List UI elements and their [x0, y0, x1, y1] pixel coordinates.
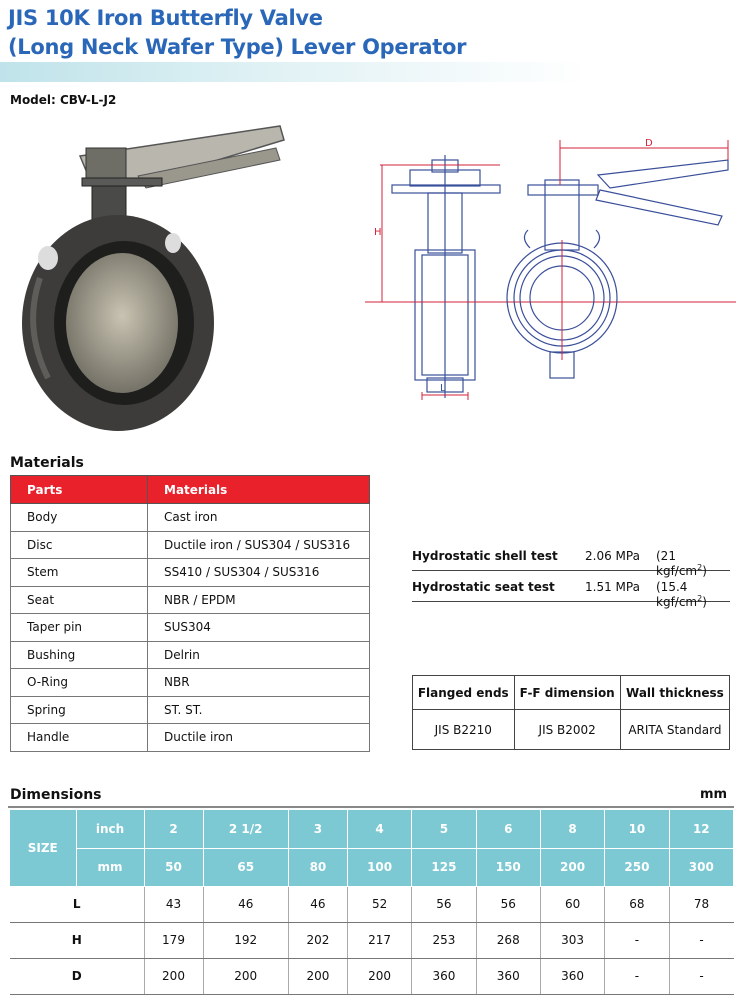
title-line-2: (Long Neck Wafer Type) Lever Operator	[8, 35, 467, 59]
dim-cell: -	[605, 922, 669, 958]
dimensions-inch-row	[10, 810, 734, 848]
table-row	[11, 586, 370, 614]
dim-cell: 60	[540, 886, 604, 922]
part-name: Bushing	[11, 641, 148, 669]
part-material: Ductile iron	[148, 724, 370, 752]
materials-col-parts: Parts	[11, 476, 148, 504]
inch-cell: 2	[144, 810, 203, 848]
mm-label: mm	[76, 848, 144, 886]
mm-cell: 80	[288, 848, 347, 886]
part-material: SS410 / SUS304 / SUS316	[148, 559, 370, 587]
part-material: NBR	[148, 669, 370, 697]
hydrostatic-tests	[412, 540, 730, 609]
dim-cell: 56	[412, 886, 476, 922]
title-line-1: JIS 10K Iron Butterfly Valve	[8, 6, 323, 30]
part-material: Delrin	[148, 641, 370, 669]
shell-test-row	[412, 540, 730, 578]
seat-test-kgf-text: (15.4 kgf/cm	[656, 580, 698, 609]
page-title	[8, 4, 466, 62]
drawing-label-d: D	[645, 138, 653, 149]
dim-cell: 179	[144, 922, 203, 958]
dim-cell: 200	[144, 958, 203, 994]
dim-cell: -	[605, 958, 669, 994]
inch-cell: 3	[288, 810, 347, 848]
dim-cell: 360	[412, 958, 476, 994]
dim-cell: 268	[476, 922, 540, 958]
dim-cell: 78	[669, 886, 733, 922]
shell-test-kgf-text: (21 kgf/cm	[656, 549, 698, 578]
part-material: SUS304	[148, 614, 370, 642]
mm-cell: 250	[605, 848, 669, 886]
dim-cell: 46	[288, 886, 347, 922]
drawing-label-l: L	[440, 383, 446, 394]
seat-test-kgf-close: )	[702, 595, 707, 609]
size-label: SIZE	[10, 810, 76, 886]
standards-table	[412, 675, 730, 750]
standards-header-row	[413, 676, 730, 710]
dim-cell: 202	[288, 922, 347, 958]
dim-cell: 200	[203, 958, 288, 994]
mm-cell: 100	[347, 848, 411, 886]
part-material: ST. ST.	[148, 696, 370, 724]
mm-cell: 50	[144, 848, 203, 886]
inch-cell: 10	[605, 810, 669, 848]
part-name: Stem	[11, 559, 148, 587]
dim-cell: 217	[347, 922, 411, 958]
mm-cell: 300	[669, 848, 733, 886]
drawing-label-h: H	[374, 227, 382, 238]
dim-row-label: D	[10, 958, 144, 994]
dimensions-unit: mm	[700, 787, 728, 802]
mm-cell: 65	[203, 848, 288, 886]
valve-photo	[18, 118, 298, 438]
dim-cell: 52	[347, 886, 411, 922]
inch-cell: 8	[540, 810, 604, 848]
table-row	[11, 614, 370, 642]
part-material: Ductile iron / SUS304 / SUS316	[148, 531, 370, 559]
table-row	[11, 669, 370, 697]
table-row	[11, 531, 370, 559]
standards-flanged-value: JIS B2210	[413, 710, 515, 750]
dim-row-label: L	[10, 886, 144, 922]
seat-test-value: 1.51 MPa	[585, 580, 640, 594]
inch-cell: 2 1/2	[203, 810, 288, 848]
dim-cell: 68	[605, 886, 669, 922]
table-row	[10, 922, 734, 958]
dim-cell: 46	[203, 886, 288, 922]
seat-test-kgf	[656, 580, 730, 609]
part-name: Disc	[11, 531, 148, 559]
table-row	[10, 958, 734, 994]
dim-cell: 200	[288, 958, 347, 994]
dim-cell: 192	[203, 922, 288, 958]
standards-wall-value: ARITA Standard	[620, 710, 729, 750]
table-row	[11, 724, 370, 752]
inch-cell: 12	[669, 810, 733, 848]
seat-test-kgf-sup: 2	[697, 594, 703, 603]
dim-cell: 56	[476, 886, 540, 922]
shell-test-kgf-close: )	[702, 564, 707, 578]
shell-test-value: 2.06 MPa	[585, 549, 640, 563]
dim-cell: -	[669, 958, 733, 994]
dim-cell: 253	[412, 922, 476, 958]
dim-cell: 303	[540, 922, 604, 958]
materials-col-materials: Materials	[148, 476, 370, 504]
inch-label: inch	[76, 810, 144, 848]
part-name: O-Ring	[11, 669, 148, 697]
table-row	[11, 559, 370, 587]
shell-test-kgf-sup: 2	[697, 563, 703, 572]
materials-table	[10, 475, 370, 752]
mm-cell: 200	[540, 848, 604, 886]
table-row	[11, 696, 370, 724]
standards-col-flanged: Flanged ends	[413, 676, 515, 710]
standards-col-ff: F-F dimension	[514, 676, 620, 710]
dim-cell: 360	[476, 958, 540, 994]
part-name: Handle	[11, 724, 148, 752]
inch-cell: 5	[412, 810, 476, 848]
part-name: Seat	[11, 586, 148, 614]
dim-cell: 200	[347, 958, 411, 994]
model-number: Model: CBV-L-J2	[10, 93, 117, 107]
part-material: NBR / EPDM	[148, 586, 370, 614]
dim-cell: 43	[144, 886, 203, 922]
valve-technical-drawing	[360, 130, 736, 415]
dim-row-label: H	[10, 922, 144, 958]
dimensions-table	[10, 810, 734, 995]
dimensions-mm-row	[10, 848, 734, 886]
inch-cell: 4	[347, 810, 411, 848]
part-name: Spring	[11, 696, 148, 724]
dim-cell: -	[669, 922, 733, 958]
shell-test-label: Hydrostatic shell test	[412, 549, 558, 563]
materials-header-row	[11, 476, 370, 504]
title-band	[0, 62, 736, 82]
seat-test-row	[412, 571, 730, 609]
table-row	[11, 504, 370, 532]
part-name: Body	[11, 504, 148, 532]
dimensions-heading: Dimensions	[10, 787, 102, 803]
standards-value-row	[413, 710, 730, 750]
dim-cell: 360	[540, 958, 604, 994]
dimensions-rule	[8, 806, 734, 808]
standards-ff-value: JIS B2002	[514, 710, 620, 750]
part-name: Taper pin	[11, 614, 148, 642]
seat-test-label: Hydrostatic seat test	[412, 580, 555, 594]
part-material: Cast iron	[148, 504, 370, 532]
table-row	[10, 886, 734, 922]
materials-heading: Materials	[10, 455, 84, 471]
mm-cell: 150	[476, 848, 540, 886]
standards-col-wall: Wall thickness	[620, 676, 729, 710]
table-row	[11, 641, 370, 669]
mm-cell: 125	[412, 848, 476, 886]
inch-cell: 6	[476, 810, 540, 848]
